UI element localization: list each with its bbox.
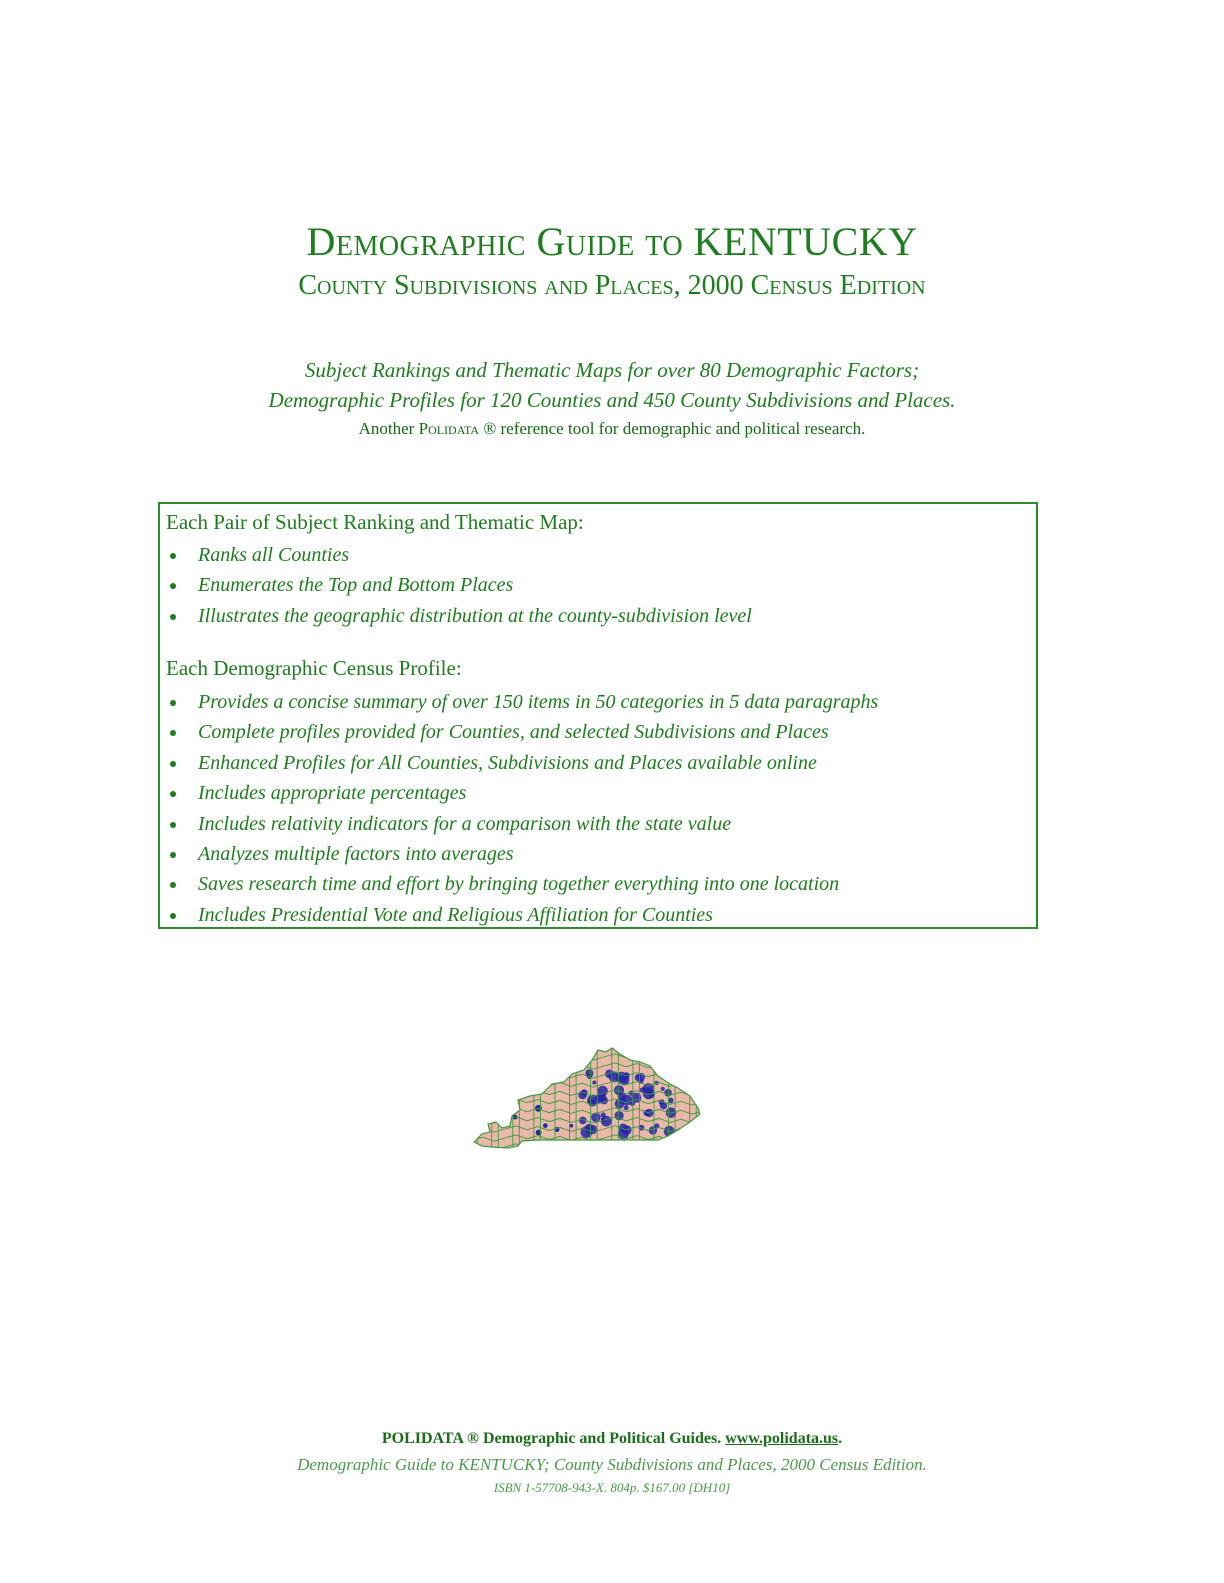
- rankings-feature-list: [160, 540, 752, 631]
- tagline-line-2: Demographic Profiles for 120 Counties and 450 County Subdivisions and Places.: [268, 388, 956, 412]
- section-heading-rankings: Each Pair of Subject Ranking and Thematic Map:: [166, 510, 584, 534]
- profile-feature-list: [160, 687, 878, 930]
- page-title: Demographic Guide to KENTUCKY: [306, 219, 918, 264]
- section-heading-profile: Each Demographic Census Profile:: [166, 656, 462, 680]
- list-item: Enhanced Profiles for All Counties, Subdivisions and Places available online: [160, 748, 878, 778]
- tagline-prefix: Another: [358, 419, 419, 438]
- tagline-suffix: ® reference tool for demographic and political research.: [479, 419, 866, 438]
- footer-publisher: [0, 1430, 1224, 1448]
- list-item: Ranks all Counties: [160, 540, 752, 570]
- list-item: Includes relativity indicators for a comparison with the state value: [160, 809, 878, 839]
- website-link[interactable]: www.polidata.us: [725, 1430, 839, 1447]
- list-item: Analyzes multiple factors into averages: [160, 839, 878, 869]
- list-item: Enumerates the Top and Bottom Places: [160, 570, 752, 600]
- kentucky-map-icon: [472, 1044, 704, 1154]
- list-item: Includes appropriate percentages: [160, 778, 878, 808]
- page-subtitle: County Subdivisions and Places, 2000 Census Edition: [298, 270, 926, 301]
- list-item: Saves research time and effort by bringing together everything into one location: [160, 869, 878, 899]
- footer-isbn: ISBN 1-57708-943-X. 804p. $167.00 [DH10]: [493, 1480, 731, 1495]
- list-item: Complete profiles provided for Counties, and selected Subdivisions and Places: [160, 717, 878, 747]
- polidata-brand: Polidata: [418, 419, 480, 438]
- features-box: [158, 502, 1038, 929]
- list-item: Includes Presidential Vote and Religious Affiliation for Counties: [160, 900, 878, 930]
- footer-book-title: Demographic Guide to KENTUCKY; County Subdivisions and Places, 2000 Census Edition.: [297, 1455, 927, 1474]
- footer-period: .: [838, 1430, 843, 1447]
- footer-publisher-text: POLIDATA ® Demographic and Political Guides.: [381, 1430, 726, 1447]
- list-item: Provides a concise summary of over 150 items in 50 categories in 5 data paragraphs: [160, 687, 878, 717]
- tagline-line-1: Subject Rankings and Thematic Maps for over 80 Demographic Factors;: [304, 358, 920, 382]
- tagline-line-3: [0, 419, 1224, 439]
- list-item: Illustrates the geographic distribution at the county-subdivision level: [160, 601, 752, 631]
